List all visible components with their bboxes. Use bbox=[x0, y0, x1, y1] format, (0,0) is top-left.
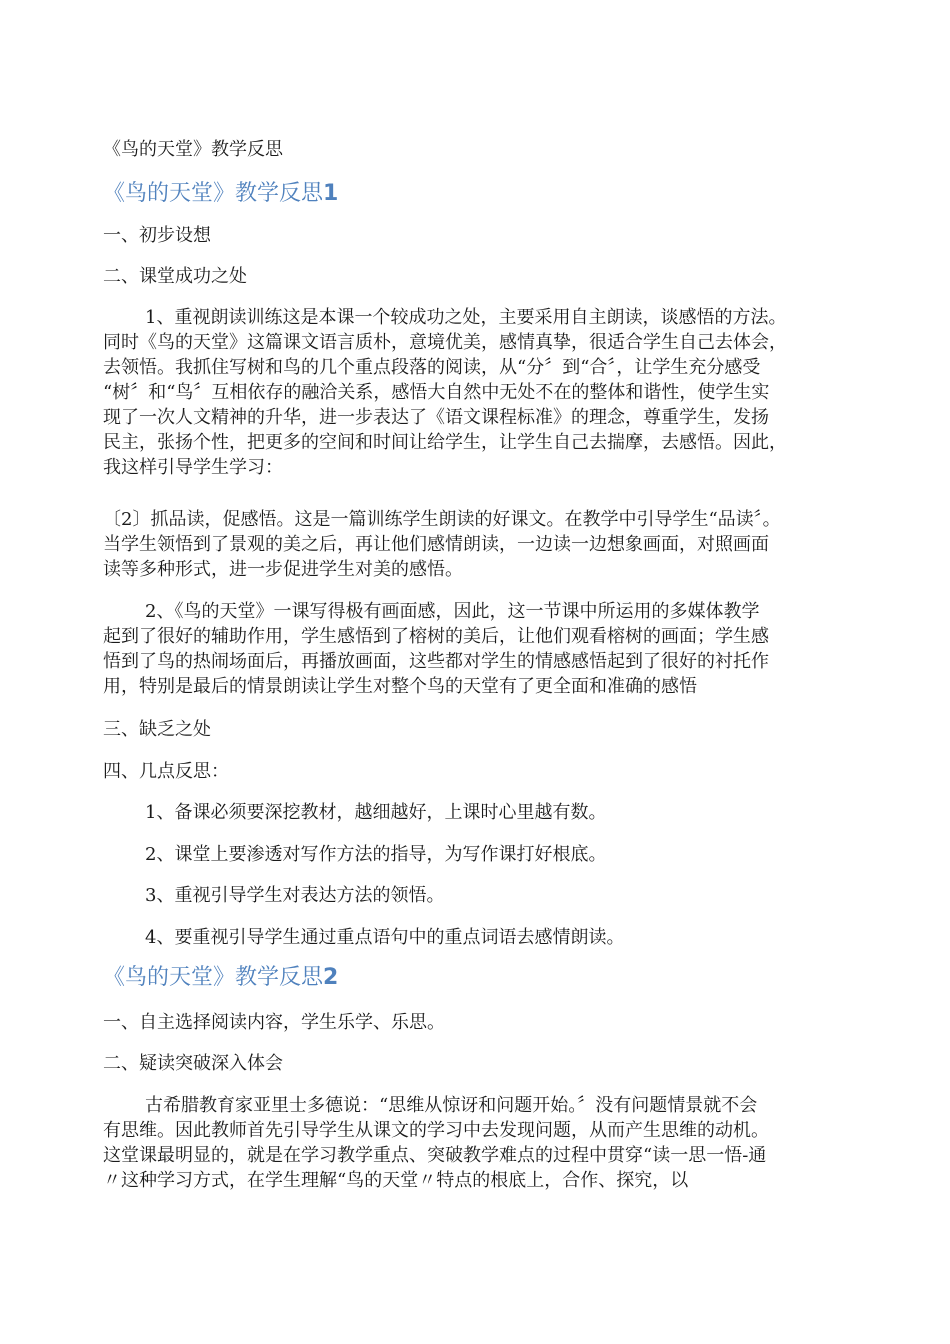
section-heading-1 bbox=[103, 180, 338, 208]
paragraph-line: 现了一次人文精神的升华，进一步表达了《语文课程标准》的理念，尊重学生，发扬 bbox=[103, 407, 769, 428]
section-heading-number: 1 bbox=[323, 181, 339, 206]
paragraph-line: 古希腊教育家亚里士多德说：“思维从惊讶和问题开始。〞没有问题情景就不会 bbox=[145, 1095, 758, 1116]
heading-question-reading: 二、疑读突破深入体会 bbox=[103, 1053, 283, 1074]
section-heading-number: 2 bbox=[323, 965, 339, 990]
paragraph-line: 民主，张扬个性，把更多的空间和时间让给学生，让学生自己去揣摩，去感悟。因此， bbox=[103, 432, 787, 453]
paragraph-line: 〃这种学习方式，在学生理解“鸟的天堂〃特点的根底上，合作、探究，以 bbox=[103, 1170, 689, 1191]
paragraph-line: 〔2〕抓品读，促感悟。这是一篇训练学生朗读的好课文。在教学中引导学生“品读〞。 bbox=[103, 509, 781, 530]
heading-self-selected-reading: 一、自主选择阅读内容，学生乐学、乐思。 bbox=[103, 1012, 445, 1033]
heading-reflections: 四、几点反思： bbox=[103, 761, 229, 782]
paragraph-line: 去领悟。我抓住写树和鸟的几个重点段落的阅读，从“分〞到“合〞，让学生充分感受 bbox=[103, 357, 761, 378]
paragraph-line: 1、重视朗读训练这是本课一个较成功之处，主要采用自主朗读，谈感悟的方法。 bbox=[145, 307, 787, 328]
section-heading-2 bbox=[103, 964, 338, 992]
heading-shortcomings: 三、缺乏之处 bbox=[103, 719, 211, 740]
section-heading-text: 《鸟的天堂》教学反思 bbox=[103, 965, 324, 990]
paragraph-line: 悟到了鸟的热闹场面后，再播放画面，这些都对学生的情感感悟起到了很好的衬托作 bbox=[103, 651, 769, 672]
heading-initial-plan: 一、初步设想 bbox=[103, 225, 211, 246]
paragraph-line: 当学生领悟到了景观的美之后，再让他们感情朗读，一边读一边想象画面，对照画面 bbox=[103, 534, 769, 555]
paragraph-line: 我这样引导学生学习： bbox=[103, 457, 283, 478]
document-title: 《鸟的天堂》教学反思 bbox=[103, 139, 283, 160]
paragraph-line: 同时《鸟的天堂》这篇课文语言质朴，意境优美，感情真挚，很适合学生自己去体会， bbox=[103, 332, 787, 353]
paragraph-line: 2、《鸟的天堂》一课写得极有画面感，因此，这一节课中所运用的多媒体教学 bbox=[145, 601, 760, 622]
paragraph-line: 有思维。因此教师首先引导学生从课文的学习中去发现问题，从而产生思维的动机。 bbox=[103, 1120, 769, 1141]
paragraph-line: 读等多种形式，进一步促进学生对美的感悟。 bbox=[103, 559, 463, 580]
section-heading-text: 《鸟的天堂》教学反思 bbox=[103, 181, 324, 206]
list-item: 1、备课必须要深挖教材，越细越好，上课时心里越有数。 bbox=[145, 802, 607, 823]
paragraph-line: 这堂课最明显的，就是在学习教学重点、突破教学难点的过程中贯穿“读一思一悟-通 bbox=[103, 1145, 767, 1166]
paragraph-line: 起到了很好的辅助作用，学生感悟到了榕树的美后，让他们观看榕树的画面；学生感 bbox=[103, 626, 769, 647]
paragraph-line: “树〞和“鸟〞互相依存的融洽关系，感悟大自然中无处不在的整体和谐性，使学生实 bbox=[103, 382, 770, 403]
list-item: 4、要重视引导学生通过重点语句中的重点词语去感情朗读。 bbox=[145, 927, 625, 948]
heading-success-points: 二、课堂成功之处 bbox=[103, 266, 247, 287]
list-item: 2、课堂上要渗透对写作方法的指导，为写作课打好根底。 bbox=[145, 844, 607, 865]
list-item: 3、重视引导学生对表达方法的领悟。 bbox=[145, 885, 445, 906]
paragraph-line: 用，特别是最后的情景朗读让学生对整个鸟的天堂有了更全面和准确的感悟 bbox=[103, 676, 697, 697]
